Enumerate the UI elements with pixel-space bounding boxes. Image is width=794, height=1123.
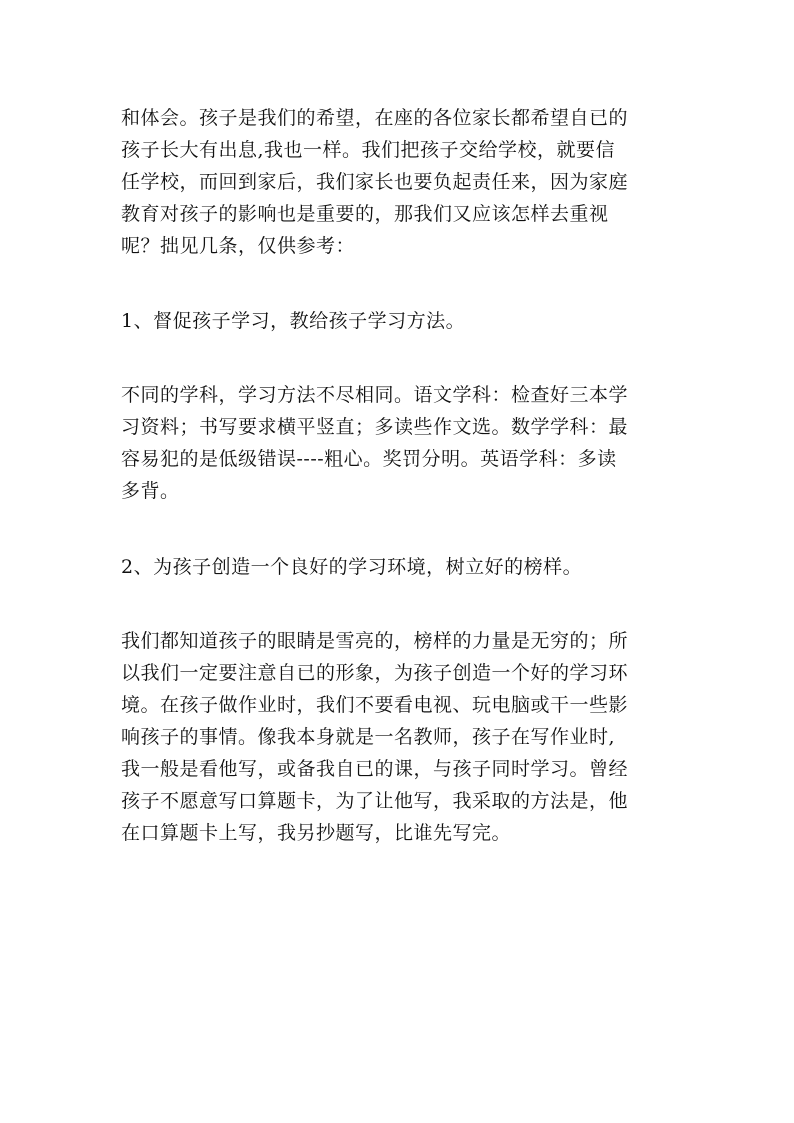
text-line: 响孩子的事情。像我本身就是一名教师，孩子在写作业时, [121, 726, 616, 748]
text-line: 我一般是看他写，或备我自已的课，与孩子同时学习。曾经 [121, 758, 629, 780]
heading-text: 1、督促孩子学习，教给孩子学习方法。 [121, 310, 466, 332]
text-line: 不同的学科，学习方法不尽相同。语文学科：检查好三本学 [121, 384, 629, 406]
section-2-paragraph [121, 625, 681, 849]
text-line: 孩子不愿意写口算题卡，为了让他写，我采取的方法是，他 [121, 790, 629, 812]
text-line: 境。在孩子做作业时，我们不要看电视、玩电脑或干一些影 [121, 694, 629, 716]
text-line: 任学校，而回到家后，我们家长也要负起责任来，因为家庭 [121, 171, 629, 193]
text-line: 在口算题卡上写，我另抄题写，比谁先写完。 [121, 822, 512, 844]
text-line: 多背。 [121, 480, 180, 502]
text-line: 以我们一定要注意自已的形象，为孩子创造一个好的学习环 [121, 662, 629, 684]
section-heading-2 [121, 551, 681, 583]
intro-paragraph [121, 102, 681, 262]
text-line: 呢？拙见几条，仅供参考： [121, 235, 356, 257]
text-line: 孩子长大有出息,我也一样。我们把孩子交给学校，就要信 [121, 139, 616, 161]
text-line: 教育对孩子的影响也是重要的，那我们又应该怎样去重视 [121, 203, 609, 225]
text-line: 和体会。孩子是我们的希望，在座的各位家长都希望自已的 [121, 107, 629, 129]
section-1-paragraph [121, 379, 681, 507]
document-body [121, 102, 681, 849]
text-line: 容易犯的是低级错误----粗心。奖罚分明。英语学科：多读 [121, 448, 617, 470]
text-line: 我们都知道孩子的眼睛是雪亮的，榜样的力量是无穷的；所 [121, 630, 629, 652]
heading-text: 2、为孩子创造一个良好的学习环境，树立好的榜样。 [121, 556, 583, 578]
text-line: 习资料；书写要求横平竖直；多读些作文选。数学学科：最 [121, 416, 629, 438]
section-heading-1 [121, 305, 681, 337]
